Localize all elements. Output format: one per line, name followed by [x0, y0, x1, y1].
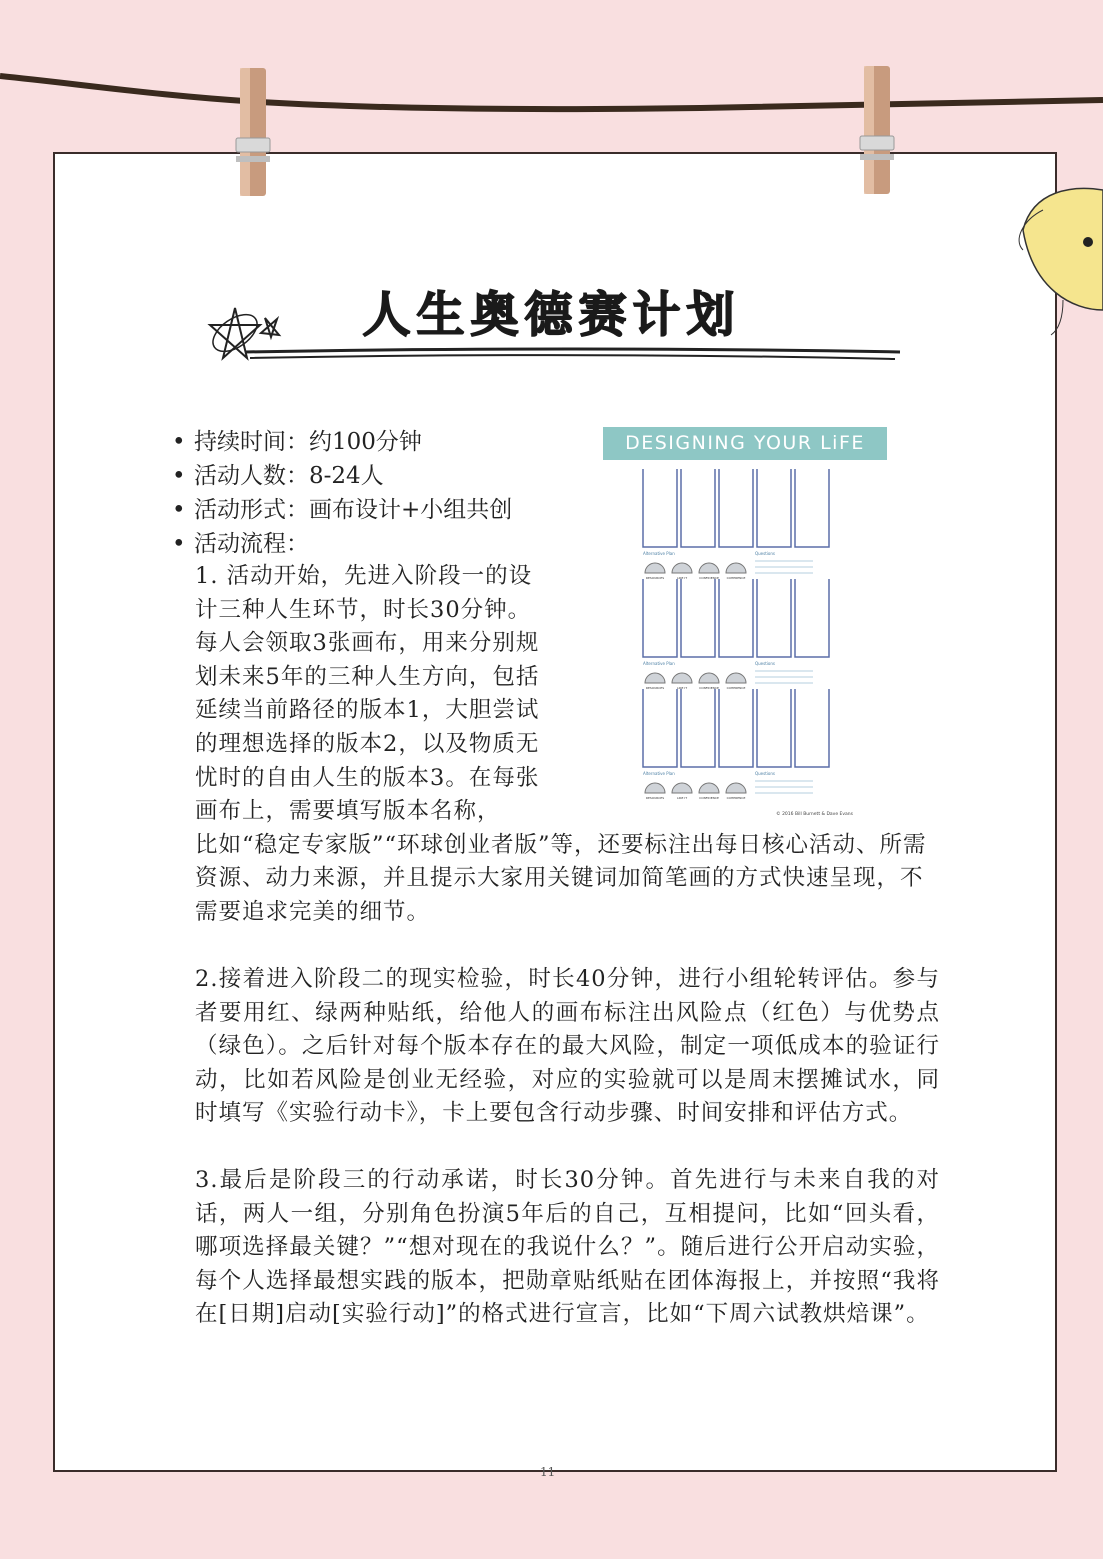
worksheet-year-column [643, 469, 677, 547]
page-number: 11 [540, 1465, 556, 1479]
worksheet-gauge-label: RESOURCES [645, 576, 665, 580]
worksheet-questions-label: Questions [755, 661, 775, 666]
worksheet-section-label: Alternative Plan [643, 661, 675, 666]
worksheet-questions-label: Questions [755, 771, 775, 776]
page-title: 人生奥德赛计划 [362, 287, 741, 343]
worksheet-gauge-label: LIKE IT [676, 796, 688, 800]
worksheet-gauge-label: CONFIDENCE [699, 576, 719, 580]
worksheet-gauge-label: COHERENCE [726, 576, 746, 580]
worksheet-gauge-label: RESOURCES [645, 686, 665, 690]
worksheet-banner: DESIGNING YOUR LiFE [603, 427, 887, 460]
clothespin-left-icon [232, 68, 272, 198]
step-1-text-a: 1. 活动开始，先进入阶段一的设计三种人生环节，时长30分钟。每人会领取3张画布，用来分别规划未来5年的三种人生方向，包括延续当前路径的版本1，大胆尝试的理想选择的版本2，以及物质无忧时的自由人生的版本3。在每张画布上，需要填写版本名称， [195, 563, 540, 825]
step-3-paragraph: 3.最后是阶段三的行动承诺，时长30分钟。首先进行与未来自我的对话，两人一组，分别角色扮演5年后的自己，互相提问，比如“回头看，哪项选择最关键？”“想对现在的我说什么？”。随后进行公开启动实验，每个人选择最想实践的版本，把勋章贴纸贴在团体海报上，并按照“我将在[日期]启动[实验行动]”的格式进行宣言，比如“下周六试教烘焙课”。 [195, 1167, 940, 1328]
step-1-paragraph [195, 560, 940, 930]
worksheet-year-column [719, 469, 753, 547]
worksheet-section-label: Alternative Plan [643, 551, 675, 556]
worksheet-gauge-label: RESOURCES [645, 796, 665, 800]
clothesline-rope [0, 0, 1103, 150]
worksheet-gauge-label: CONFIDENCE [699, 686, 719, 690]
worksheet-gauge-label: LIKE IT [676, 686, 688, 690]
step-2-paragraph: 2.接着进入阶段二的现实检验，时长40分钟，进行小组轮转评估。参与者要用红、绿两种贴纸，给他人的画布标注出风险点（红色）与优势点（绿色）。之后针对每个版本存在的最大风险，制定一项低成本的验证行动，比如若风险是创业无经验，对应的实验就可以是周末摆摊试水，同时填写《实验行动卡》，卡上要包含行动步骤、时间安排和评估方式。 [195, 966, 940, 1127]
worksheet-section-label: Alternative Plan [643, 771, 675, 776]
worksheet-year-column [757, 469, 791, 547]
worksheet-gauge-label: COHERENCE [726, 796, 746, 800]
step-1-text-b: 比如“稳定专家版”“环球创业者版”等，还要标注出每日核心活动、所需资源、动力来源，并且提示大家用关键词加简笔画的方式快速呈现，不需要追求完美的细节。 [195, 831, 927, 925]
worksheet-year-column [681, 469, 715, 547]
worksheet-copyright: © 2016 Bill Burnett & Dave Evans [776, 812, 853, 817]
bullet-participants: • 活动人数：8-24人 [172, 459, 512, 493]
worksheet-gauge-label: CONFIDENCE [699, 796, 719, 800]
bullet-duration: • 持续时间：约100分钟 [172, 425, 512, 459]
worksheet-questions-label: Questions [755, 551, 775, 556]
worksheet-year-column [795, 469, 829, 547]
bullet-process: • 活动流程： [172, 527, 512, 561]
worksheet-gauge-label: LIKE IT [676, 576, 688, 580]
title-underline [195, 340, 905, 370]
info-list [172, 425, 512, 561]
clothespin-right-icon [856, 66, 896, 196]
worksheet-gauge-label: COHERENCE [726, 686, 746, 690]
bullet-format: • 活动形式：画布设计+小组共创 [172, 493, 512, 527]
